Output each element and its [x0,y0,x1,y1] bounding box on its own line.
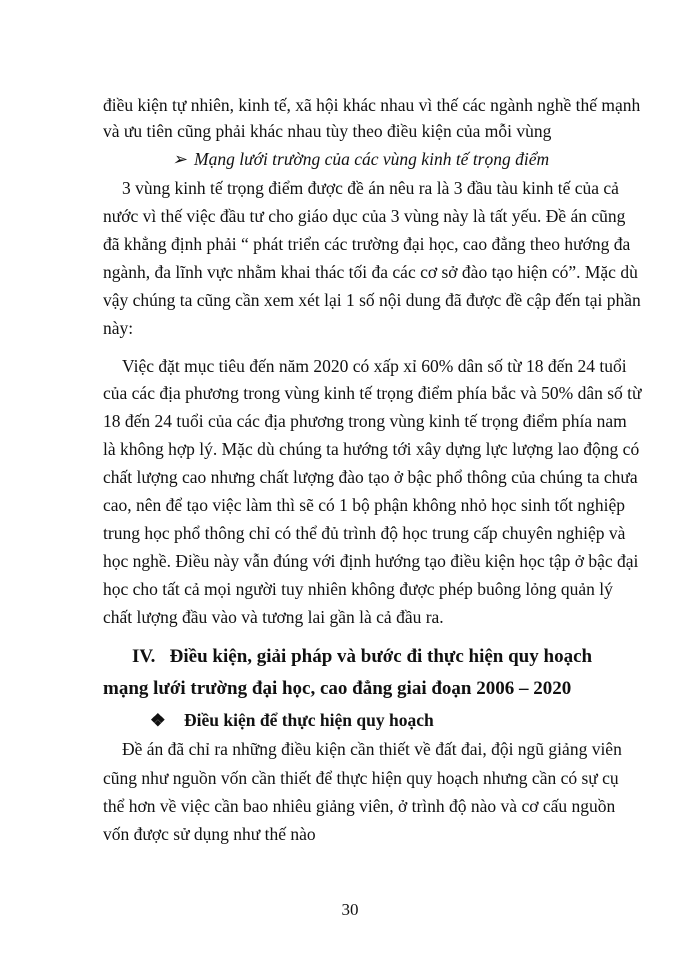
text-line: cao, nên để tạo việc làm thì sẽ có 1 bộ phận không nhỏ học sinh tốt nghiệp [103,495,625,515]
text-line: 3 vùng kinh tế trọng điểm được đề án nêu ra là 3 đầu tàu kinh tế của cả [122,178,619,198]
text-line: ngành, đa lĩnh vực nhằm khai thác tối đa các cơ sở đào tạo hiện có”. Mặc dù [103,262,638,282]
text-line: Đề án đã chỉ ra những điều kiện cần thiết về đất đai, đội ngũ giảng viên [122,739,622,759]
diamond-bullet-icon: ❖ [150,710,166,730]
arrow-bullet-icon: ➢ [172,149,187,169]
text-line: cũng như nguồn vốn cần thiết để thực hiện quy hoạch nhưng cần có sự cụ [103,768,619,788]
text-line: đã khẳng định phải “ phát triển các trường đại học, cao đẳng theo hướng đa [103,234,631,254]
text-line: 18 đến 24 tuổi của các địa phương trong vùng kinh tế trọng điểm phía nam [103,411,627,431]
text-line: trung học phổ thông chỉ có thể đủ trình độ học trung cấp chuyên nghiệp và [103,523,626,543]
text-line: của các địa phương trong vùng kinh tế trọng điểm phía bắc và 50% dân số từ [103,383,642,403]
text-line: và ưu tiên cũng phải khác nhau tùy theo điều kiện của mỗi vùng [103,121,552,141]
text-line: học nghề. Điều này vẫn đúng với định hướng tạo điều kiện học tập ở bậc đại [103,551,639,571]
text-line: vậy chúng ta cũng cần xem xét lại 1 số nội dung đã được đề cập đến tại phần [103,290,641,310]
text-line: nước vì thế việc đầu tư cho giáo dục của 3 vùng này là tất yếu. Đề án cũng [103,206,626,226]
text-line: thể hơn về việc cần bao nhiêu giảng viên, ở trình độ nào và cơ cấu nguồn [103,796,616,816]
text-line: Việc đặt mục tiêu đến năm 2020 có xấp xỉ 60% dân số từ 18 đến 24 tuổi [122,356,627,376]
text-line: điều kiện tự nhiên, kinh tế, xã hội khác nhau vì thế các ngành nghề thế mạnh [103,95,641,115]
text-line: chất lượng đầu vào và tương lai gần là cả đầu ra. [103,607,444,627]
text-line: chất lượng cao nhưng chất lượng đào tạo ở bậc phổ thông của chúng ta chưa [103,467,638,487]
text-line: vốn được sử dụng như thế nào [103,824,316,844]
section-bullet-text: Mạng lưới trường của các vùng kinh tế trọng điểm [194,149,550,169]
subheading [150,709,434,731]
text-line: học cho tất cả mọi người tuy nhiên không được phép buông lỏng quản lý [103,579,613,599]
page-number: 30 [341,900,359,919]
text-line: này: [103,318,134,338]
subheading-text: Điều kiện để thực hiện quy hoạch [184,710,434,730]
section-heading-line-2: mạng lưới trường đại học, cao đẳng giai đoạn 2006 – 2020 [103,678,572,699]
section-bullet [172,148,549,170]
section-heading-line-1: IV. Điều kiện, giải pháp và bước đi thực hiện quy hoạch [132,646,593,667]
text-line: là không hợp lý. Mặc dù chúng ta hướng tới xây dựng lực lượng lao động có [103,439,640,459]
